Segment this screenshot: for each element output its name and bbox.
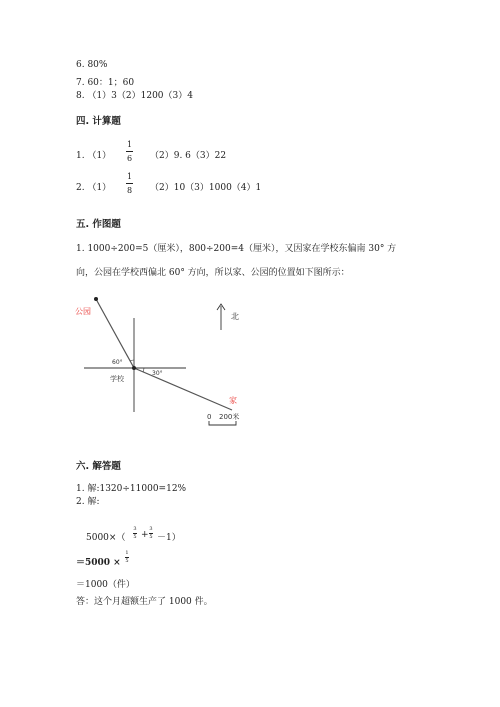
- expr-plus: +: [141, 530, 149, 540]
- school-label: 学校: [110, 375, 124, 383]
- park-label: 公园: [75, 307, 91, 316]
- expr-fraction-1: [133, 527, 137, 540]
- solve-answer-1: 1. 解:1320÷11000=12%: [76, 484, 187, 494]
- calc-q2-prefix: 2. （1）: [76, 183, 112, 193]
- answer-7: 7. 60：1；60: [76, 78, 135, 88]
- scale-length-label: 200米: [219, 413, 240, 421]
- section-title-solve: 六. 解答题: [76, 461, 121, 472]
- school-point: [132, 366, 136, 370]
- angle-30-arc: [143, 368, 144, 372]
- drawing-explanation-line1: 1. 1000÷200=5（厘米），800÷200=4（厘米），又因家在学校东偏南 30° 方: [76, 244, 397, 254]
- angle-30-label: 30°: [152, 370, 163, 377]
- north-label: 北: [231, 312, 239, 321]
- solve-answer-2-label: 2. 解:: [76, 497, 100, 507]
- fraction-numerator: 3: [133, 526, 137, 532]
- calc-q2-rest: （2）10（3）1000（4）1: [150, 183, 262, 193]
- angle-60-arc: [130, 360, 134, 361]
- scale-zero-label: 0: [207, 413, 212, 421]
- expr-prefix: 5000×（: [86, 533, 126, 543]
- answer-6: 6. 80%: [76, 60, 108, 70]
- home-label: 家: [229, 396, 237, 405]
- fraction-numerator: 1: [126, 140, 133, 149]
- fraction-numerator: 1: [126, 172, 133, 181]
- section-title-drawing: 五. 作图题: [76, 219, 121, 230]
- fraction-numerator: 1: [125, 550, 129, 556]
- school-to-home-line: [134, 368, 232, 410]
- scale-bar: [209, 421, 236, 425]
- expr-step-3: ＝1000（件）: [76, 580, 135, 590]
- final-answer: 答：这个月超额生产了 1000 件。: [76, 597, 213, 607]
- fraction-denominator: 5: [125, 558, 129, 564]
- angle-60-label: 60°: [112, 359, 123, 366]
- calc-q1-rest: （2）9. 6（3）22: [150, 151, 227, 161]
- fraction-denominator: 5: [133, 534, 137, 540]
- fraction-denominator: 6: [126, 154, 133, 163]
- fraction-denominator: 8: [126, 186, 133, 195]
- answer-8: 8. （1）3（2）1200（3）4: [76, 91, 193, 101]
- expr-fraction-3: [125, 551, 129, 564]
- park-point: [94, 297, 98, 301]
- expr-step-2: ＝5000 ×: [76, 558, 121, 568]
- school-to-park-line: [96, 299, 134, 368]
- fraction-numerator: 3: [149, 526, 153, 532]
- drawing-explanation-line2: 向，公园在学校西偏北 60° 方向，所以家、公园的位置如下图所示：: [76, 268, 350, 278]
- section-title-calc: 四. 计算题: [76, 116, 121, 127]
- expr-minus-one: －1）: [157, 533, 181, 543]
- fraction-denominator: 5: [149, 534, 153, 540]
- expr-fraction-2: [149, 527, 153, 540]
- calc-q1-prefix: 1. （1）: [76, 151, 112, 161]
